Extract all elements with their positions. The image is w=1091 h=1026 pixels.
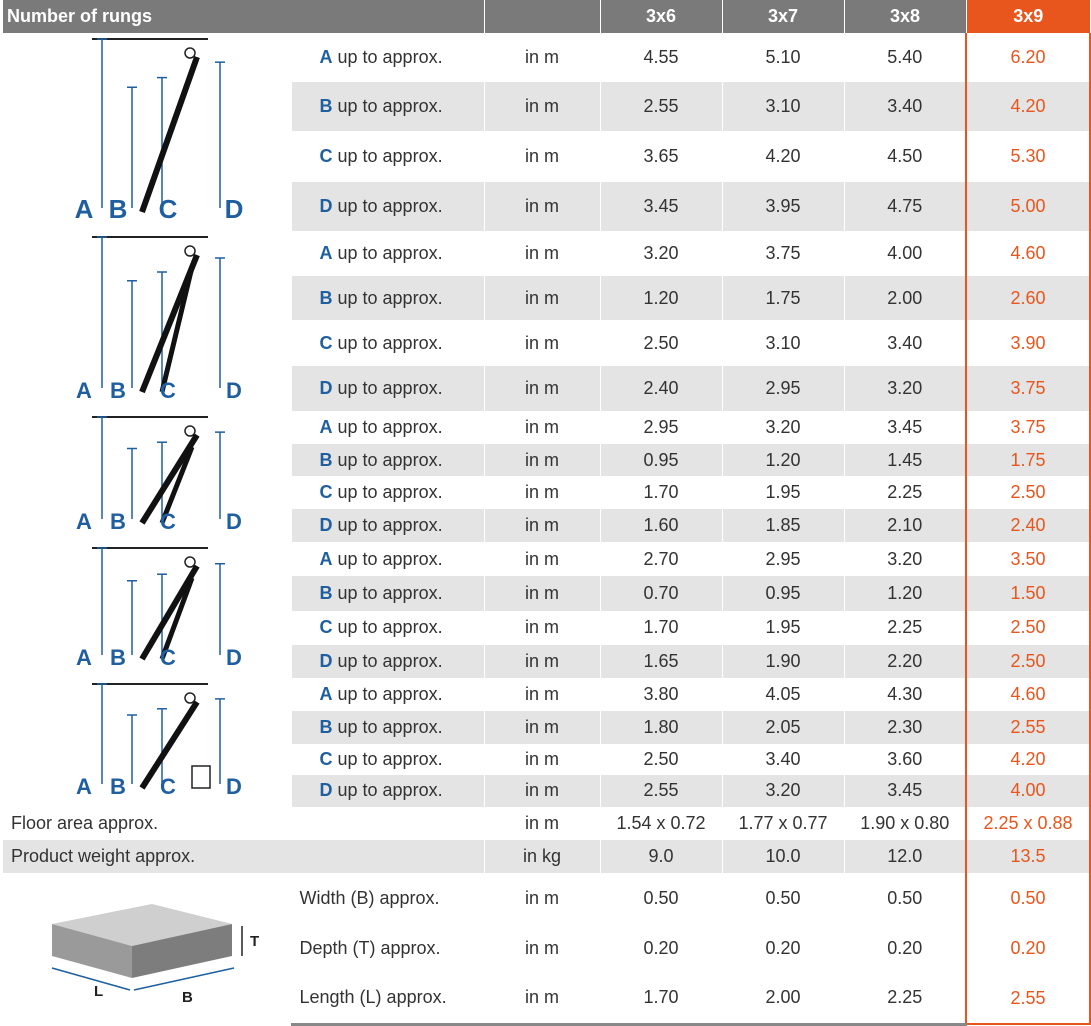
value-cell: 5.40 bbox=[844, 33, 966, 82]
package-letter-b: B bbox=[181, 989, 193, 1006]
value-cell: 3.45 bbox=[844, 775, 966, 807]
row-suffix: up to approx. bbox=[332, 417, 443, 438]
value-cell-highlight: 5.30 bbox=[966, 131, 1090, 181]
dim-letter-d: D bbox=[225, 378, 242, 403]
dim-letter-a: A bbox=[74, 194, 94, 224]
dim-letter-b: B bbox=[109, 509, 126, 534]
value-cell: 2.10 bbox=[844, 509, 966, 542]
row-key: C bbox=[319, 332, 333, 353]
value-cell: 1.20 bbox=[600, 276, 722, 320]
floor-row bbox=[3, 807, 1090, 840]
value-cell: 4.00 bbox=[844, 231, 966, 276]
row-label bbox=[291, 476, 484, 508]
ladder-diagram bbox=[12, 678, 282, 802]
value-cell: 1.54 x 0.72 bbox=[600, 807, 722, 840]
unit-cell: in m bbox=[484, 873, 600, 923]
row-label bbox=[291, 82, 484, 131]
value-cell: 3.95 bbox=[722, 182, 844, 231]
unit-header bbox=[484, 0, 600, 33]
weight-row bbox=[3, 840, 1090, 873]
value-cell: 12.0 bbox=[844, 840, 966, 873]
dim-letter-c: C bbox=[158, 194, 178, 224]
value-cell: 1.77 x 0.77 bbox=[722, 807, 844, 840]
dim-letter-c: C bbox=[159, 509, 176, 534]
dim-letter-b: B bbox=[109, 774, 126, 799]
value-cell: 0.95 bbox=[600, 444, 722, 476]
row-label bbox=[291, 576, 484, 610]
value-cell: 3.75 bbox=[722, 231, 844, 276]
value-cell-highlight: 4.20 bbox=[966, 82, 1090, 131]
value-cell: 3.40 bbox=[722, 744, 844, 775]
row-key: B bbox=[319, 582, 333, 603]
value-cell: 1.70 bbox=[600, 476, 722, 508]
value-cell: 2.25 bbox=[844, 476, 966, 508]
row-suffix: up to approx. bbox=[332, 146, 443, 167]
row-key: C bbox=[319, 482, 333, 503]
value-cell: 4.20 bbox=[722, 131, 844, 181]
value-cell-highlight: 3.50 bbox=[966, 542, 1090, 576]
value-cell: 2.25 bbox=[844, 973, 966, 1024]
unit-cell: in m bbox=[484, 923, 600, 973]
dim-letter-b: B bbox=[109, 378, 126, 403]
row-suffix: up to approx. bbox=[332, 449, 443, 470]
row-label bbox=[291, 276, 484, 320]
value-cell-highlight: 6.20 bbox=[966, 33, 1090, 82]
unit-cell: in m bbox=[484, 775, 600, 807]
value-cell: 4.50 bbox=[844, 131, 966, 181]
row-key: D bbox=[319, 514, 333, 535]
row-suffix: up to approx. bbox=[332, 243, 443, 264]
spec-table bbox=[3, 0, 1091, 1026]
row-label bbox=[291, 645, 484, 678]
unit-cell: in kg bbox=[484, 840, 600, 873]
value-cell: 2.50 bbox=[600, 744, 722, 775]
row-key: A bbox=[319, 548, 333, 569]
dim-letter-b: B bbox=[108, 194, 128, 224]
row-suffix: up to approx. bbox=[332, 332, 443, 353]
value-cell: 0.20 bbox=[844, 923, 966, 973]
row-key: B bbox=[319, 287, 333, 308]
row-label bbox=[291, 231, 484, 276]
rungs-label: Number of rungs bbox=[3, 0, 484, 33]
row-key: B bbox=[319, 716, 333, 737]
row-suffix: up to approx. bbox=[332, 650, 443, 671]
value-cell: 0.50 bbox=[600, 873, 722, 923]
unit-cell: in m bbox=[484, 542, 600, 576]
value-cell: 2.55 bbox=[600, 775, 722, 807]
dim-letter-c: C bbox=[159, 378, 176, 403]
unit-cell: in m bbox=[484, 645, 600, 678]
value-cell: 2.95 bbox=[722, 366, 844, 411]
unit-cell: in m bbox=[484, 476, 600, 508]
row-suffix: up to approx. bbox=[332, 377, 443, 398]
package-label: Depth (T) approx. bbox=[291, 923, 484, 973]
value-cell-highlight: 13.5 bbox=[966, 840, 1090, 873]
value-cell: 1.20 bbox=[844, 576, 966, 610]
dim-letter-a: A bbox=[75, 509, 92, 534]
value-cell: 2.50 bbox=[600, 320, 722, 365]
diagram-cell bbox=[3, 678, 291, 807]
value-cell: 1.90 bbox=[722, 645, 844, 678]
value-cell: 1.75 bbox=[722, 276, 844, 320]
dim-letter-d: D bbox=[225, 509, 242, 534]
dim-letter-d: D bbox=[225, 645, 242, 670]
table-row bbox=[3, 33, 1090, 82]
value-cell: 1.20 bbox=[722, 444, 844, 476]
row-key: A bbox=[319, 47, 333, 68]
value-cell: 1.70 bbox=[600, 611, 722, 645]
table-row bbox=[3, 231, 1090, 276]
dim-letter-c: C bbox=[159, 774, 176, 799]
value-cell-highlight: 4.60 bbox=[966, 678, 1090, 711]
value-cell: 0.50 bbox=[722, 873, 844, 923]
row-suffix: up to approx. bbox=[332, 287, 443, 308]
unit-cell: in m bbox=[484, 711, 600, 743]
row-label bbox=[291, 542, 484, 576]
row-label bbox=[291, 411, 484, 444]
value-cell: 4.30 bbox=[844, 678, 966, 711]
row-suffix: up to approx. bbox=[332, 617, 443, 638]
table-row bbox=[3, 678, 1090, 711]
value-cell-highlight: 4.60 bbox=[966, 231, 1090, 276]
value-cell: 1.95 bbox=[722, 611, 844, 645]
unit-cell: in m bbox=[484, 576, 600, 610]
row-key: C bbox=[319, 146, 333, 167]
value-cell: 4.05 bbox=[722, 678, 844, 711]
row-suffix: up to approx. bbox=[332, 748, 443, 769]
value-cell: 1.80 bbox=[600, 711, 722, 743]
row-suffix: up to approx. bbox=[332, 716, 443, 737]
dim-letter-d: D bbox=[224, 194, 244, 224]
ladder-diagram bbox=[12, 542, 282, 673]
value-cell-highlight: 2.55 bbox=[966, 711, 1090, 743]
value-cell: 2.00 bbox=[722, 973, 844, 1024]
value-cell-highlight: 2.25 x 0.88 bbox=[966, 807, 1090, 840]
row-label bbox=[291, 711, 484, 743]
value-cell-highlight: 2.40 bbox=[966, 509, 1090, 542]
value-cell: 3.20 bbox=[600, 231, 722, 276]
row-label bbox=[291, 320, 484, 365]
dim-letter-d: D bbox=[225, 774, 242, 799]
weight-label: Product weight approx. bbox=[3, 840, 484, 873]
row-suffix: up to approx. bbox=[332, 47, 443, 68]
value-cell: 4.55 bbox=[600, 33, 722, 82]
value-cell: 3.45 bbox=[600, 182, 722, 231]
row-suffix: up to approx. bbox=[332, 684, 443, 705]
row-suffix: up to approx. bbox=[332, 548, 443, 569]
row-key: D bbox=[319, 377, 333, 398]
value-cell-highlight: 1.75 bbox=[966, 444, 1090, 476]
unit-cell: in m bbox=[484, 131, 600, 181]
col-header: 3x6 bbox=[600, 0, 722, 33]
value-cell: 1.65 bbox=[600, 645, 722, 678]
unit-cell: in m bbox=[484, 411, 600, 444]
col-header: 3x8 bbox=[844, 0, 966, 33]
row-suffix: up to approx. bbox=[332, 780, 443, 801]
diagram-cell bbox=[3, 411, 291, 542]
package-diagram bbox=[42, 886, 259, 1006]
floor-label: Floor area approx. bbox=[11, 813, 159, 833]
value-cell: 3.45 bbox=[844, 411, 966, 444]
dim-letter-b: B bbox=[109, 645, 126, 670]
table-row bbox=[3, 542, 1090, 576]
unit-cell: in m bbox=[484, 444, 600, 476]
row-label bbox=[291, 33, 484, 82]
row-label bbox=[291, 775, 484, 807]
col-header: 3x7 bbox=[722, 0, 844, 33]
value-cell: 2.95 bbox=[600, 411, 722, 444]
unit-cell: in m bbox=[484, 320, 600, 365]
value-cell: 2.00 bbox=[844, 276, 966, 320]
value-cell: 3.65 bbox=[600, 131, 722, 181]
value-cell: 0.50 bbox=[844, 873, 966, 923]
value-cell: 2.70 bbox=[600, 542, 722, 576]
row-key: D bbox=[319, 780, 333, 801]
value-cell-highlight: 2.50 bbox=[966, 476, 1090, 508]
unit-cell: in m bbox=[484, 82, 600, 131]
unit-cell: in m bbox=[484, 509, 600, 542]
value-cell-highlight: 2.50 bbox=[966, 645, 1090, 678]
row-suffix: up to approx. bbox=[332, 195, 443, 216]
value-cell: 2.55 bbox=[600, 82, 722, 131]
package-letter-l: L bbox=[93, 983, 103, 1000]
value-cell: 2.05 bbox=[722, 711, 844, 743]
unit-cell: in m bbox=[484, 33, 600, 82]
value-cell: 2.30 bbox=[844, 711, 966, 743]
value-cell-highlight: 4.00 bbox=[966, 775, 1090, 807]
row-key: C bbox=[319, 748, 333, 769]
value-cell: 1.70 bbox=[600, 973, 722, 1024]
value-cell: 3.10 bbox=[722, 320, 844, 365]
ladder-diagram bbox=[12, 33, 282, 226]
diagram-cell bbox=[3, 231, 291, 411]
unit-cell: in m bbox=[484, 807, 600, 840]
dim-letter-a: A bbox=[75, 645, 92, 670]
header-row bbox=[3, 0, 1090, 33]
value-cell: 0.95 bbox=[722, 576, 844, 610]
value-cell-highlight: 3.90 bbox=[966, 320, 1090, 365]
value-cell-highlight: 1.50 bbox=[966, 576, 1090, 610]
value-cell-highlight: 4.20 bbox=[966, 744, 1090, 775]
value-cell-highlight: 0.50 bbox=[966, 873, 1090, 923]
unit-cell: in m bbox=[484, 276, 600, 320]
value-cell: 1.90 x 0.80 bbox=[844, 807, 966, 840]
row-key: B bbox=[319, 96, 333, 117]
value-cell: 10.0 bbox=[722, 840, 844, 873]
row-suffix: up to approx. bbox=[332, 482, 443, 503]
value-cell-highlight: 2.60 bbox=[966, 276, 1090, 320]
table-row bbox=[3, 411, 1090, 444]
dim-letter-a: A bbox=[75, 378, 92, 403]
diagram-cell bbox=[3, 33, 291, 231]
value-cell: 1.95 bbox=[722, 476, 844, 508]
row-label bbox=[291, 744, 484, 775]
value-cell-highlight: 2.55 bbox=[966, 973, 1090, 1024]
unit-cell: in m bbox=[484, 182, 600, 231]
row-key: D bbox=[319, 650, 333, 671]
row-label bbox=[291, 182, 484, 231]
value-cell: 2.40 bbox=[600, 366, 722, 411]
row-key: D bbox=[319, 195, 333, 216]
package-diagram-cell bbox=[3, 873, 291, 1024]
value-cell: 0.20 bbox=[600, 923, 722, 973]
row-key: B bbox=[319, 449, 333, 470]
row-label bbox=[291, 444, 484, 476]
unit-cell: in m bbox=[484, 744, 600, 775]
unit-cell: in m bbox=[484, 231, 600, 276]
row-key: C bbox=[319, 617, 333, 638]
row-suffix: up to approx. bbox=[332, 582, 443, 603]
diagram-cell bbox=[3, 542, 291, 678]
value-cell-highlight: 3.75 bbox=[966, 411, 1090, 444]
value-cell-highlight: 5.00 bbox=[966, 182, 1090, 231]
value-cell: 1.85 bbox=[722, 509, 844, 542]
row-key: A bbox=[319, 684, 333, 705]
row-key: A bbox=[319, 243, 333, 264]
value-cell: 9.0 bbox=[600, 840, 722, 873]
value-cell: 3.20 bbox=[844, 366, 966, 411]
value-cell: 3.10 bbox=[722, 82, 844, 131]
value-cell-highlight: 0.20 bbox=[966, 923, 1090, 973]
value-cell: 1.45 bbox=[844, 444, 966, 476]
unit-cell: in m bbox=[484, 678, 600, 711]
value-cell: 2.25 bbox=[844, 611, 966, 645]
col-header-highlight: 3x9 bbox=[966, 0, 1090, 33]
ladder-diagram bbox=[12, 411, 282, 537]
package-label: Length (L) approx. bbox=[291, 973, 484, 1024]
value-cell-highlight: 2.50 bbox=[966, 611, 1090, 645]
dim-letter-c: C bbox=[159, 645, 176, 670]
package-row bbox=[3, 873, 1090, 923]
value-cell: 0.20 bbox=[722, 923, 844, 973]
value-cell: 0.70 bbox=[600, 576, 722, 610]
package-label: Width (B) approx. bbox=[291, 873, 484, 923]
row-suffix: up to approx. bbox=[332, 96, 443, 117]
value-cell: 3.20 bbox=[722, 775, 844, 807]
row-label bbox=[291, 611, 484, 645]
ladder-diagram bbox=[12, 231, 282, 406]
value-cell: 3.40 bbox=[844, 320, 966, 365]
package-letter-t: T bbox=[249, 933, 259, 950]
unit-cell: in m bbox=[484, 611, 600, 645]
value-cell: 2.95 bbox=[722, 542, 844, 576]
value-cell-highlight: 3.75 bbox=[966, 366, 1090, 411]
row-label bbox=[291, 131, 484, 181]
row-label bbox=[291, 366, 484, 411]
value-cell: 5.10 bbox=[722, 33, 844, 82]
value-cell: 3.20 bbox=[722, 411, 844, 444]
row-label bbox=[291, 678, 484, 711]
value-cell: 4.75 bbox=[844, 182, 966, 231]
unit-cell: in m bbox=[484, 366, 600, 411]
unit-cell: in m bbox=[484, 973, 600, 1024]
value-cell: 3.80 bbox=[600, 678, 722, 711]
value-cell: 2.20 bbox=[844, 645, 966, 678]
value-cell: 1.60 bbox=[600, 509, 722, 542]
dim-letter-a: A bbox=[75, 774, 92, 799]
value-cell: 3.20 bbox=[844, 542, 966, 576]
row-label bbox=[291, 509, 484, 542]
value-cell: 3.40 bbox=[844, 82, 966, 131]
row-key: A bbox=[319, 417, 333, 438]
row-suffix: up to approx. bbox=[332, 514, 443, 535]
value-cell: 3.60 bbox=[844, 744, 966, 775]
